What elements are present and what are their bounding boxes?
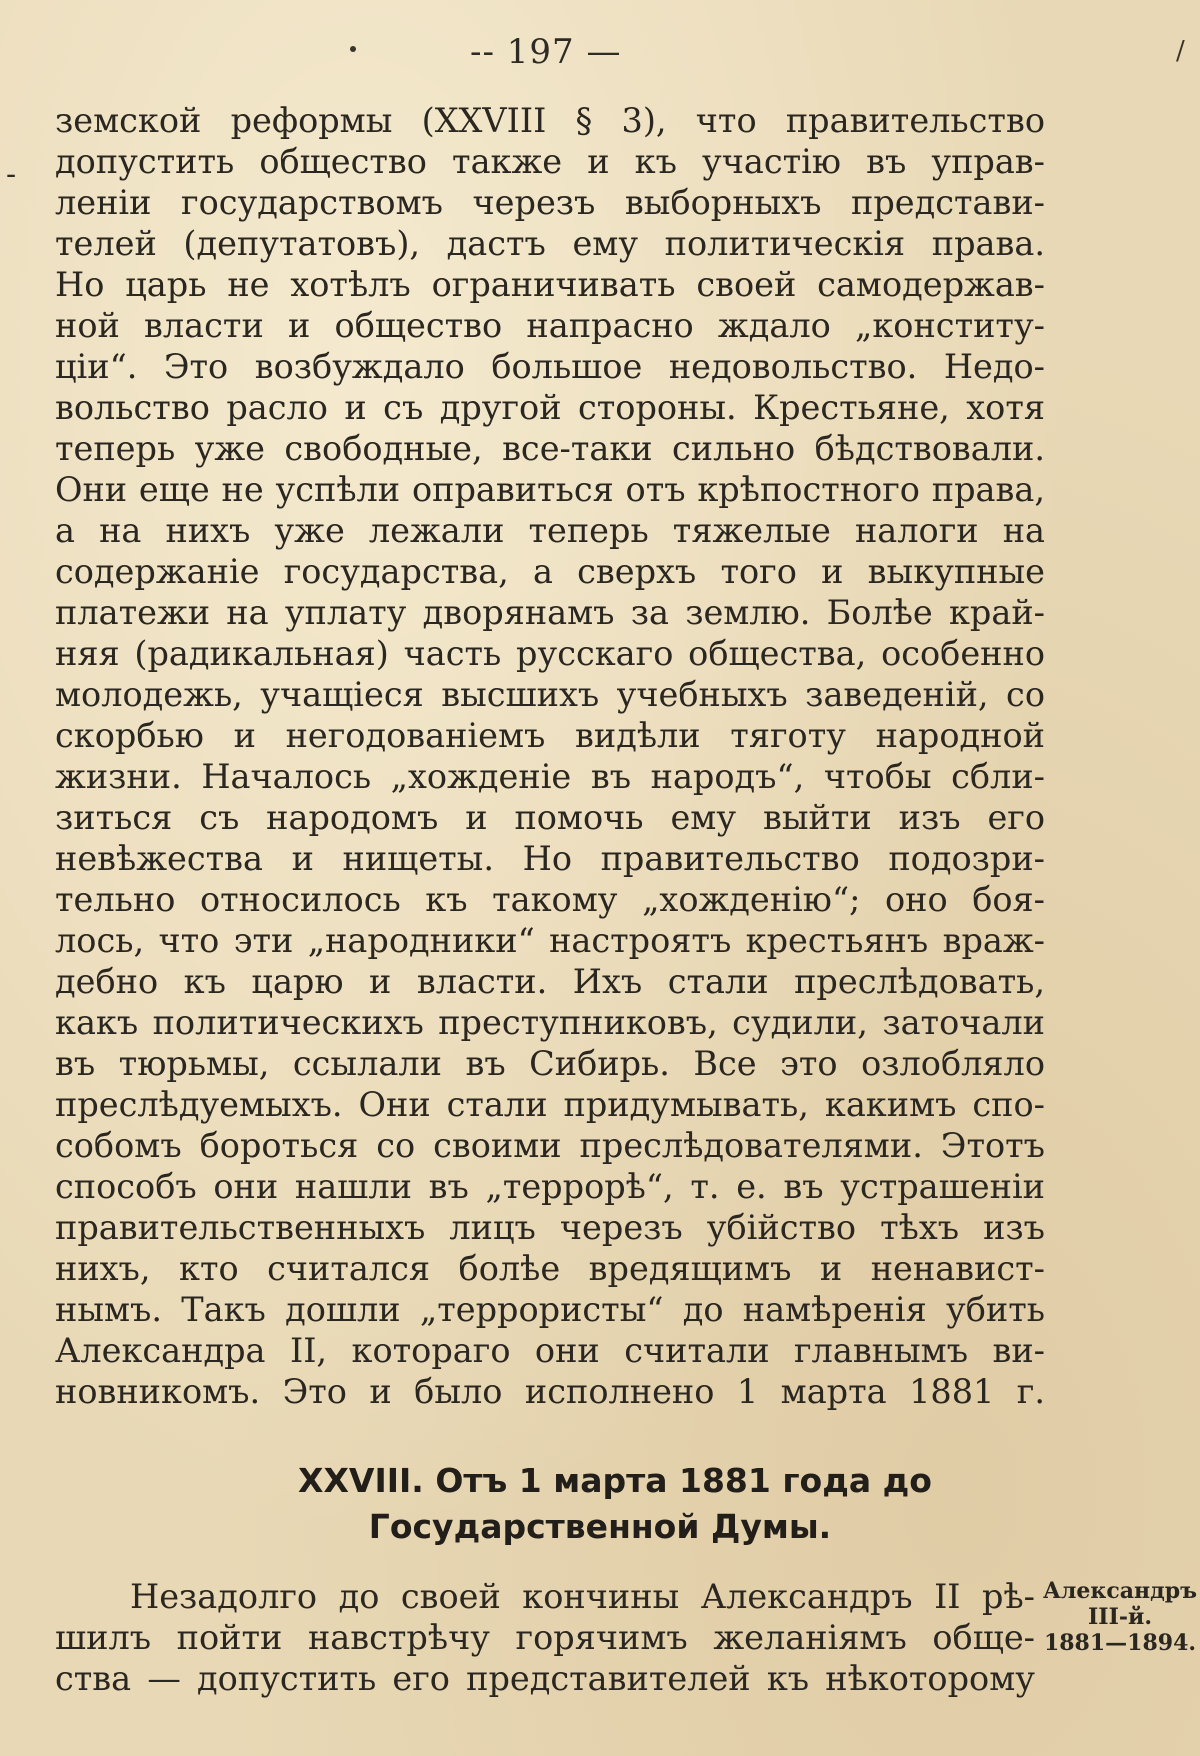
section-heading-line-1: XXVIII. Отъ 1 марта 1881 года до — [298, 1461, 932, 1500]
text-line: зиться съ народомъ и помочь ему выйти изъ его — [55, 798, 1045, 837]
page-number: -- 197 — — [470, 32, 622, 72]
text-line: жизни. Началось „хожденiе въ народъ“, чтобы сбли- — [55, 757, 1045, 796]
text-line: земской реформы (XXVIII § 3), что правительство — [55, 101, 1045, 140]
text-line: нихъ, кто считался болѣе вредящимъ и ненавист- — [55, 1249, 1045, 1288]
margin-note-line: Александръ — [1043, 1578, 1197, 1604]
text-line: скорбью и негодованiемъ видѣли тяготу народной — [55, 716, 1045, 755]
text-line: ной власти и общество напрасно ждало „конститу- — [55, 306, 1045, 345]
margin-note — [1042, 1578, 1198, 1656]
margin-note-line: 1881—1894. — [1043, 1630, 1197, 1656]
text-line: въ тюрьмы, ссылали въ Сибирь. Все это озлобляло — [55, 1044, 1045, 1083]
text-line: телей (депутатовъ), дастъ ему политическiя права. — [55, 224, 1045, 263]
text-line: платежи на уплату дворянамъ за землю. Болѣе край- — [55, 593, 1045, 632]
text-line: новникомъ. Это и было исполнено 1 марта 1881 г. — [55, 1372, 1045, 1411]
text-line: теперь уже свободные, все-таки сильно бѣдствовали. — [55, 429, 1045, 468]
text-line: лось, что эти „народники“ настроятъ крестьянъ враж- — [55, 921, 1045, 960]
text-line: няя (радикальная) часть русскаго общества, особенно — [55, 634, 1045, 673]
ink-dot — [350, 46, 356, 52]
text-line: ленiи государствомъ черезъ выборныхъ представи- — [55, 183, 1045, 222]
text-line: цiи“. Это возбуждало большое недовольство. Недо- — [55, 347, 1045, 386]
text-line: правительственныхъ лицъ черезъ убiйство тѣхъ изъ — [55, 1208, 1045, 1247]
text-line: какъ политическихъ преступниковъ, судили, заточали — [55, 1003, 1045, 1042]
text-line: ства — допустить его представителей къ нѣкоторому — [55, 1659, 1035, 1698]
text-line: дебно къ царю и власти. Ихъ стали преслѣдовать, — [55, 962, 1045, 1001]
margin-note-line: III-й. — [1088, 1604, 1152, 1630]
paragraph-2 — [55, 1576, 1035, 1699]
section-heading — [0, 1458, 1200, 1550]
margin-dash: - — [6, 157, 17, 192]
text-line: Они еще не успѣли оправиться отъ крѣпостного права, — [55, 470, 1045, 509]
text-line: шилъ пойти навстрѣчу горячимъ желанiямъ обще- — [55, 1618, 1035, 1657]
text-line: нымъ. Такъ дошли „террористы“ до намѣренiя убить — [55, 1290, 1045, 1329]
paragraph-1 — [55, 100, 1045, 1412]
text-line: а на нихъ уже лежали теперь тяжелые налоги на — [55, 511, 1045, 550]
text-line: молодежь, учащiеся высшихъ учебныхъ заведенiй, со — [55, 675, 1045, 714]
section-heading-line-2: Государственной Думы. — [368, 1507, 832, 1546]
text-line: содержанiе государства, а сверхъ того и выкупные — [55, 552, 1045, 591]
text-line: Но царь не хотѣлъ ограничивать своей самодержав- — [55, 265, 1045, 304]
text-line: способъ они нашли въ „террорѣ“, т. е. въ устрашенiи — [55, 1167, 1045, 1206]
text-line: вольство расло и съ другой стороны. Крестьяне, хотя — [55, 388, 1045, 427]
text-line: собомъ бороться со своими преслѣдователями. Этотъ — [55, 1126, 1045, 1165]
corner-mark: / — [1176, 36, 1185, 66]
text-line: преслѣдуемыхъ. Они стали придумывать, какимъ спо- — [55, 1085, 1045, 1124]
text-line: Александра II, котораго они считали главнымъ ви- — [55, 1331, 1045, 1370]
text-line: невѣжества и нищеты. Но правительство подозри- — [55, 839, 1045, 878]
page-header — [0, 30, 1200, 74]
text-line: Незадолго до своей кончины Александръ II рѣ- — [130, 1577, 1035, 1616]
text-line: допустить общество также и къ участiю въ управ- — [55, 142, 1045, 181]
text-line: тельно относилось къ такому „хожденiю“; оно боя- — [55, 880, 1045, 919]
